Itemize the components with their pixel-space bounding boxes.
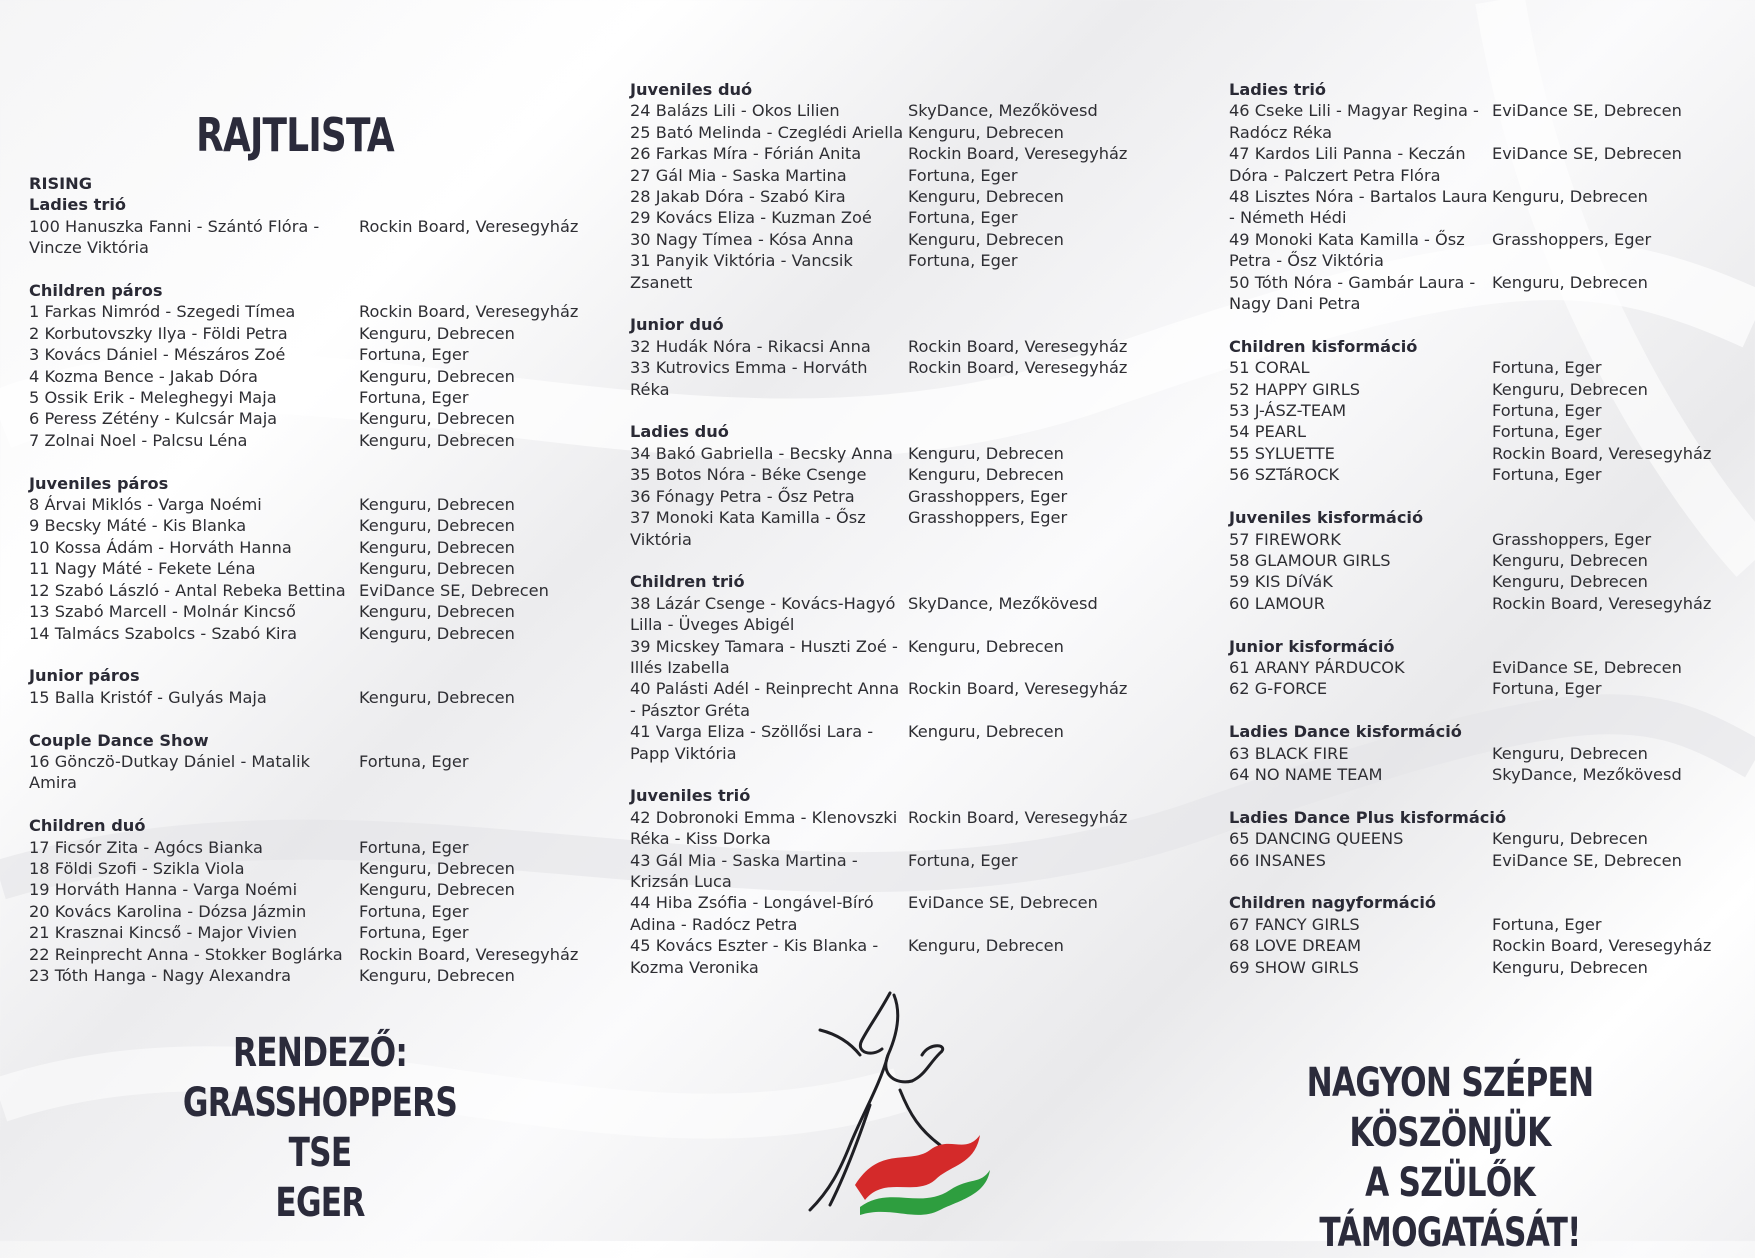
entry-club: Kenguru, Debrecen xyxy=(359,537,515,557)
entry-competitors: 27 Gál Mia - Saska Martina xyxy=(630,165,847,185)
entry-competitors: 26 Farkas Míra - Fórián Anita xyxy=(630,144,862,164)
entry-competitors: 48 Lisztes Nóra - Bartalos Laura - Németh Hédi xyxy=(1229,187,1488,228)
entry-club: Rockin Board, Veresegyház xyxy=(1492,443,1712,463)
entry-row xyxy=(29,751,569,794)
entry-competitors: 11 Nagy Máté - Fekete Léna xyxy=(29,559,256,579)
entry-competitors: 38 Lázár Csenge - Kovács-Hagyó Lilla - Üveges Abigél xyxy=(630,593,896,635)
entry-competitors: 20 Kovács Karolina - Dózsa Jázmin xyxy=(29,901,307,921)
entry-club: EviDance SE, Debrecen xyxy=(1492,657,1682,677)
entry-club: EviDance SE, Debrecen xyxy=(1492,101,1682,121)
entry-row xyxy=(630,507,1150,550)
start-list-column-1 xyxy=(29,173,579,1008)
entry-competitors: 4 Kozma Bence - Jakab Dóra xyxy=(29,366,258,386)
category-section xyxy=(630,79,1150,293)
entry-club: Kenguru, Debrecen xyxy=(908,636,1064,656)
entry-competitors: 57 FIREWORK xyxy=(1229,529,1341,549)
entry-row xyxy=(630,892,1150,935)
entry-club: Kenguru, Debrecen xyxy=(359,409,515,429)
entry-row xyxy=(630,464,1150,485)
category-section xyxy=(1229,79,1739,314)
entry-row xyxy=(630,443,1150,464)
organizer-block xyxy=(164,1028,476,1228)
entry-row xyxy=(630,636,1150,679)
entry-row xyxy=(1229,357,1739,378)
entry-club: Kenguru, Debrecen xyxy=(1492,572,1648,592)
entry-competitors: 29 Kovács Eliza - Kuzman Zoé xyxy=(630,208,872,228)
category-section xyxy=(630,785,1150,978)
category-section xyxy=(29,665,569,708)
entry-club: Kenguru, Debrecen xyxy=(359,965,515,985)
entry-club: Kenguru, Debrecen xyxy=(1492,829,1648,849)
entry-competitors: 22 Reinprecht Anna - Stokker Boglárka xyxy=(29,944,343,964)
entry-row xyxy=(1229,828,1739,849)
entry-row xyxy=(29,901,569,922)
entry-row xyxy=(29,323,569,344)
entry-row xyxy=(1229,229,1739,272)
entry-competitors: 18 Földi Szofi - Szikla Viola xyxy=(29,858,245,878)
category-section xyxy=(29,173,579,259)
thanks-line-1: NAGYON SZÉPEN KÖSZÖNJÜK xyxy=(1306,1060,1594,1156)
entry-club: Kenguru, Debrecen xyxy=(1492,379,1648,399)
entry-competitors: 41 Varga Eliza - Szöllősi Lara - Papp Viktória xyxy=(630,722,874,763)
entry-row xyxy=(1229,657,1739,678)
entry-row xyxy=(29,344,569,365)
entry-row xyxy=(29,387,569,408)
category-section xyxy=(630,421,1150,549)
entry-row xyxy=(1229,464,1739,485)
entry-competitors: 39 Micskey Tamara - Huszti Zoé - Illés Izabella xyxy=(630,636,898,677)
entry-row xyxy=(29,366,569,387)
entry-club: Rockin Board, Veresegyház xyxy=(359,944,579,964)
entry-row xyxy=(630,207,1150,228)
category-section xyxy=(1229,336,1739,486)
entry-row xyxy=(630,229,1150,250)
entry-club: Kenguru, Debrecen xyxy=(908,465,1064,485)
entry-row xyxy=(29,623,569,644)
entry-row xyxy=(29,837,569,858)
entry-club: Rockin Board, Veresegyház xyxy=(908,679,1128,699)
category-title: Junior kisformáció xyxy=(1229,636,1395,656)
category-section xyxy=(1229,807,1739,871)
entry-club: Fortuna, Eger xyxy=(908,850,1018,870)
entry-row xyxy=(1229,743,1739,764)
entry-row xyxy=(29,537,569,558)
entry-row xyxy=(630,336,1150,357)
entry-competitors: 2 Korbutovszky Ilya - Földi Petra xyxy=(29,323,288,343)
entry-row xyxy=(630,100,1150,121)
entry-competitors: 35 Botos Nóra - Béke Csenge xyxy=(630,465,867,485)
entry-club: Rockin Board, Veresegyház xyxy=(1492,936,1712,956)
dancer-logo-icon xyxy=(800,985,1030,1220)
entry-row xyxy=(1229,850,1739,871)
entry-competitors: 34 Bakó Gabriella - Becsky Anna xyxy=(630,443,893,463)
entry-row xyxy=(630,935,1150,978)
entry-club: Kenguru, Debrecen xyxy=(1492,743,1648,763)
entry-competitors: 36 Fónagy Petra - Ősz Petra xyxy=(630,486,855,506)
entry-club: Fortuna, Eger xyxy=(908,251,1018,271)
entry-competitors: 3 Kovács Dániel - Mészáros Zoé xyxy=(29,345,286,365)
entry-row xyxy=(1229,764,1739,785)
entry-row xyxy=(1229,550,1739,571)
entry-club: Fortuna, Eger xyxy=(1492,358,1602,378)
entry-row xyxy=(630,486,1150,507)
entry-row xyxy=(29,494,569,515)
category-section xyxy=(630,571,1150,764)
organizer-label: RENDEZŐ: xyxy=(232,1030,408,1076)
entry-competitors: 31 Panyik Viktória - Vancsik Zsanett xyxy=(630,251,853,292)
start-list-column-2 xyxy=(630,79,1150,999)
entry-competitors: 53 J-ÁSZ-TEAM xyxy=(1229,401,1347,421)
entry-competitors: 61 ARANY PÁRDUCOK xyxy=(1229,657,1405,677)
entry-competitors: 1 Farkas Nimród - Szegedi Tímea xyxy=(29,302,296,322)
entry-competitors: 49 Monoki Kata Kamilla - Ősz Petra - Ősz Viktória xyxy=(1229,229,1465,271)
entry-club: Fortuna, Eger xyxy=(1492,465,1602,485)
category-title: Juveniles duó xyxy=(630,80,753,99)
entry-row xyxy=(1229,935,1739,956)
entry-row xyxy=(1229,143,1739,186)
entry-club: Kenguru, Debrecen xyxy=(908,722,1064,742)
category-section xyxy=(630,314,1150,400)
entry-competitors: 21 Krasznai Kincső - Major Vivien xyxy=(29,923,298,943)
entry-competitors: 52 HAPPY GIRLS xyxy=(1229,379,1361,399)
category-title: RISING xyxy=(29,174,93,193)
category-title: Children nagyformáció xyxy=(1229,893,1436,913)
entry-competitors: 64 NO NAME TEAM xyxy=(1229,764,1383,784)
entry-club: Kenguru, Debrecen xyxy=(908,443,1064,463)
category-title: Junior páros xyxy=(29,666,140,686)
category-section xyxy=(29,730,569,794)
entry-club: Kenguru, Debrecen xyxy=(908,229,1064,249)
entry-row xyxy=(1229,443,1739,464)
entry-competitors: 8 Árvai Miklós - Varga Noémi xyxy=(29,495,262,515)
entry-competitors: 54 PEARL xyxy=(1229,422,1307,442)
entry-competitors: 69 SHOW GIRLS xyxy=(1229,957,1359,977)
entry-competitors: 14 Talmács Szabolcs - Szabó Kira xyxy=(29,623,298,643)
entry-club: Fortuna, Eger xyxy=(1492,422,1602,442)
entry-club: Fortuna, Eger xyxy=(1492,914,1602,934)
entry-club: Rockin Board, Veresegyház xyxy=(359,302,579,322)
entry-club: Kenguru, Debrecen xyxy=(359,559,515,579)
category-title: Juveniles trió xyxy=(630,786,751,806)
entry-row xyxy=(1229,529,1739,550)
entry-competitors: 100 Hanuszka Fanni - Szántó Flóra - Vincze Viktória xyxy=(29,216,320,258)
category-title: Ladies Dance kisformáció xyxy=(1229,722,1462,742)
entry-competitors: 42 Dobronoki Emma - Klenovszki Réka - Kiss Dorka xyxy=(630,807,898,849)
entry-row xyxy=(630,186,1150,207)
category-title: Junior duó xyxy=(630,315,724,335)
entry-competitors: 25 Bató Melinda - Czeglédi Ariella xyxy=(630,122,904,142)
start-list-column-3 xyxy=(1229,79,1739,999)
entry-row xyxy=(29,922,569,943)
entry-club: Grasshoppers, Eger xyxy=(1492,229,1652,249)
entry-club: Kenguru, Debrecen xyxy=(359,858,515,878)
entry-row xyxy=(630,721,1150,764)
category-section xyxy=(1229,507,1739,614)
entry-competitors: 47 Kardos Lili Panna - Keczán Dóra - Palczert Petra Flóra xyxy=(1229,144,1466,185)
entry-club: Rockin Board, Veresegyház xyxy=(908,358,1128,378)
entry-competitors: 19 Horváth Hanna - Varga Noémi xyxy=(29,880,298,900)
entry-row xyxy=(1229,571,1739,592)
entry-competitors: 9 Becsky Máté - Kis Blanka xyxy=(29,516,247,536)
entry-competitors: 66 INSANES xyxy=(1229,850,1326,870)
entry-club: Grasshoppers, Eger xyxy=(1492,529,1652,549)
entry-competitors: 24 Balázs Lili - Okos Lilien xyxy=(630,101,840,121)
category-title: Ladies duó xyxy=(630,422,729,442)
category-title: Children trió xyxy=(630,572,745,592)
entry-row xyxy=(29,301,579,322)
category-section xyxy=(1229,721,1739,785)
entry-competitors: 58 GLAMOUR GIRLS xyxy=(1229,550,1391,570)
entry-club: Kenguru, Debrecen xyxy=(908,936,1064,956)
category-section xyxy=(1229,636,1739,700)
category-title: Children páros xyxy=(29,281,163,301)
entry-competitors: 12 Szabó László - Antal Rebeka Bettina xyxy=(29,580,346,600)
entry-row xyxy=(1229,100,1739,143)
entry-row xyxy=(29,879,569,900)
entry-club: Grasshoppers, Eger xyxy=(908,486,1068,506)
entry-row xyxy=(29,944,579,965)
entry-club: EviDance SE, Debrecen xyxy=(1492,144,1682,164)
entry-row xyxy=(1229,421,1739,442)
entry-row xyxy=(29,858,569,879)
entry-club: Fortuna, Eger xyxy=(1492,401,1602,421)
entry-row xyxy=(29,216,579,259)
entry-club: Fortuna, Eger xyxy=(359,837,469,857)
entry-competitors: 16 Gönczö-Dutkay Dániel - Matalik Amira xyxy=(29,751,310,793)
entry-club: Kenguru, Debrecen xyxy=(1492,957,1648,977)
entry-club: Kenguru, Debrecen xyxy=(359,495,515,515)
organizer-name: GRASSHOPPERS TSE xyxy=(182,1080,458,1176)
entry-row xyxy=(630,678,1150,721)
entry-club: Kenguru, Debrecen xyxy=(908,187,1064,207)
entry-club: Kenguru, Debrecen xyxy=(359,880,515,900)
entry-club: Kenguru, Debrecen xyxy=(359,516,515,536)
category-title: Children kisformáció xyxy=(1229,336,1418,356)
entry-competitors: 28 Jakab Dóra - Szabó Kira xyxy=(630,187,846,207)
entry-club: Fortuna, Eger xyxy=(359,923,469,943)
entry-competitors: 51 CORAL xyxy=(1229,358,1310,378)
entry-club: EviDance SE, Debrecen xyxy=(359,580,549,600)
page-title: RAJTLISTA xyxy=(196,108,394,162)
entry-competitors: 40 Palásti Adél - Reinprecht Anna - Pásztor Gréta xyxy=(630,679,900,720)
category-title: Children duó xyxy=(29,816,146,836)
entry-row xyxy=(1229,678,1739,699)
entry-row xyxy=(630,850,1150,893)
entry-club: Kenguru, Debrecen xyxy=(359,623,515,643)
entry-club: SkyDance, Mezőkövesd xyxy=(1492,764,1682,784)
entry-row xyxy=(630,807,1150,850)
entry-club: SkyDance, Mezőkövesd xyxy=(908,593,1098,613)
entry-row xyxy=(630,165,1150,186)
entry-club: Fortuna, Eger xyxy=(359,388,469,408)
entry-competitors: 43 Gál Mia - Saska Martina - Krizsán Luca xyxy=(630,850,858,891)
entry-competitors: 60 LAMOUR xyxy=(1229,593,1326,613)
entry-row xyxy=(29,601,569,622)
entry-row xyxy=(1229,186,1739,229)
entry-club: Kenguru, Debrecen xyxy=(908,122,1064,142)
entry-row xyxy=(29,430,569,451)
entry-club: Kenguru, Debrecen xyxy=(1492,187,1648,207)
entry-row xyxy=(1229,914,1739,935)
entry-competitors: 50 Tóth Nóra - Gambár Laura - Nagy Dani Petra xyxy=(1229,272,1476,314)
entry-row xyxy=(29,558,569,579)
entry-competitors: 62 G-FORCE xyxy=(1229,679,1328,699)
entry-competitors: 37 Monoki Kata Kamilla - Ősz Viktória xyxy=(630,508,866,549)
entry-competitors: 67 FANCY GIRLS xyxy=(1229,914,1360,934)
entry-competitors: 10 Kossa Ádám - Horváth Hanna xyxy=(29,537,292,557)
entry-row xyxy=(630,593,1150,636)
category-title: Ladies trió xyxy=(1229,80,1327,99)
category-section xyxy=(29,473,569,644)
entry-club: Rockin Board, Veresegyház xyxy=(359,216,579,236)
entry-row xyxy=(630,122,1150,143)
category-title: Juveniles kisformáció xyxy=(1229,508,1424,528)
category-title: Ladies Dance Plus kisformáció xyxy=(1229,807,1507,827)
entry-row xyxy=(1229,272,1739,315)
entry-club: Fortuna, Eger xyxy=(359,345,469,365)
entry-competitors: 63 BLACK FIRE xyxy=(1229,743,1349,763)
entry-club: Rockin Board, Veresegyház xyxy=(908,807,1128,827)
entry-club: Grasshoppers, Eger xyxy=(908,508,1068,528)
entry-competitors: 32 Hudák Nóra - Rikacsi Anna xyxy=(630,336,871,356)
entry-row xyxy=(29,687,569,708)
entry-row xyxy=(1229,593,1739,614)
thanks-line-2: A SZÜLŐK TÁMOGATÁSÁT! xyxy=(1319,1160,1581,1256)
entry-competitors: 15 Balla Kristóf - Gulyás Maja xyxy=(29,687,267,707)
entry-competitors: 45 Kovács Eszter - Kis Blanka - Kozma Veronika xyxy=(630,936,879,977)
category-section xyxy=(29,280,579,451)
entry-club: EviDance SE, Debrecen xyxy=(1492,850,1682,870)
entry-row xyxy=(29,965,569,986)
entry-row xyxy=(630,250,1150,293)
entry-row xyxy=(29,408,569,429)
entry-row xyxy=(29,580,569,601)
entry-club: Kenguru, Debrecen xyxy=(1492,550,1648,570)
entry-club: EviDance SE, Debrecen xyxy=(908,893,1098,913)
entry-club: Rockin Board, Veresegyház xyxy=(1492,593,1712,613)
entry-club: Fortuna, Eger xyxy=(908,165,1018,185)
entry-row xyxy=(630,143,1150,164)
entry-competitors: 23 Tóth Hanga - Nagy Alexandra xyxy=(29,965,292,985)
entry-competitors: 5 Ossik Erik - Meleghegyi Maja xyxy=(29,388,277,408)
entry-club: Fortuna, Eger xyxy=(1492,679,1602,699)
entry-club: Kenguru, Debrecen xyxy=(359,602,515,622)
entry-club: Kenguru, Debrecen xyxy=(1492,272,1648,292)
entry-competitors: 44 Hiba Zsófia - Longável-Bíró Adina - Radócz Petra xyxy=(630,893,874,934)
entry-club: Kenguru, Debrecen xyxy=(359,430,515,450)
entry-club: Kenguru, Debrecen xyxy=(359,366,515,386)
category-section xyxy=(29,815,579,986)
category-title: Ladies trió xyxy=(29,195,127,215)
entry-row xyxy=(1229,957,1739,978)
entry-competitors: 46 Cseke Lili - Magyar Regina - Radócz Réka xyxy=(1229,101,1479,142)
entry-competitors: 55 SYLUETTE xyxy=(1229,443,1335,463)
entry-row xyxy=(1229,400,1739,421)
entry-club: Fortuna, Eger xyxy=(908,208,1018,228)
category-title: Juveniles páros xyxy=(29,473,169,493)
entry-competitors: 30 Nagy Tímea - Kósa Anna xyxy=(630,229,854,249)
entry-club: SkyDance, Mezőkövesd xyxy=(908,101,1098,121)
entry-club: Kenguru, Debrecen xyxy=(359,687,515,707)
organizer-city: EGER xyxy=(275,1180,365,1226)
entry-club: Rockin Board, Veresegyház xyxy=(908,144,1128,164)
entry-club: Fortuna, Eger xyxy=(359,751,469,771)
entry-competitors: 33 Kutrovics Emma - Horváth Réka xyxy=(630,358,868,399)
entry-competitors: 7 Zolnai Noel - Palcsu Léna xyxy=(29,430,248,450)
entry-competitors: 56 SZTáROCK xyxy=(1229,465,1340,485)
category-section xyxy=(1229,892,1739,978)
entry-club: Fortuna, Eger xyxy=(359,901,469,921)
entry-club: Rockin Board, Veresegyház xyxy=(908,336,1128,356)
entry-competitors: 65 DANCING QUEENS xyxy=(1229,829,1404,849)
entry-competitors: 6 Peress Zétény - Kulcsár Maja xyxy=(29,409,278,429)
entry-row xyxy=(29,515,569,536)
entry-competitors: 17 Ficsór Zita - Agócs Bianka xyxy=(29,837,263,857)
entry-row xyxy=(1229,379,1739,400)
category-title: Couple Dance Show xyxy=(29,730,209,750)
entry-club: Kenguru, Debrecen xyxy=(359,323,515,343)
entry-competitors: 68 LOVE DREAM xyxy=(1229,936,1362,956)
entry-competitors: 59 KIS DíVáK xyxy=(1229,572,1333,592)
entry-row xyxy=(630,357,1150,400)
thanks-block xyxy=(1232,1058,1669,1258)
entry-competitors: 13 Szabó Marcell - Molnár Kincső xyxy=(29,602,296,622)
